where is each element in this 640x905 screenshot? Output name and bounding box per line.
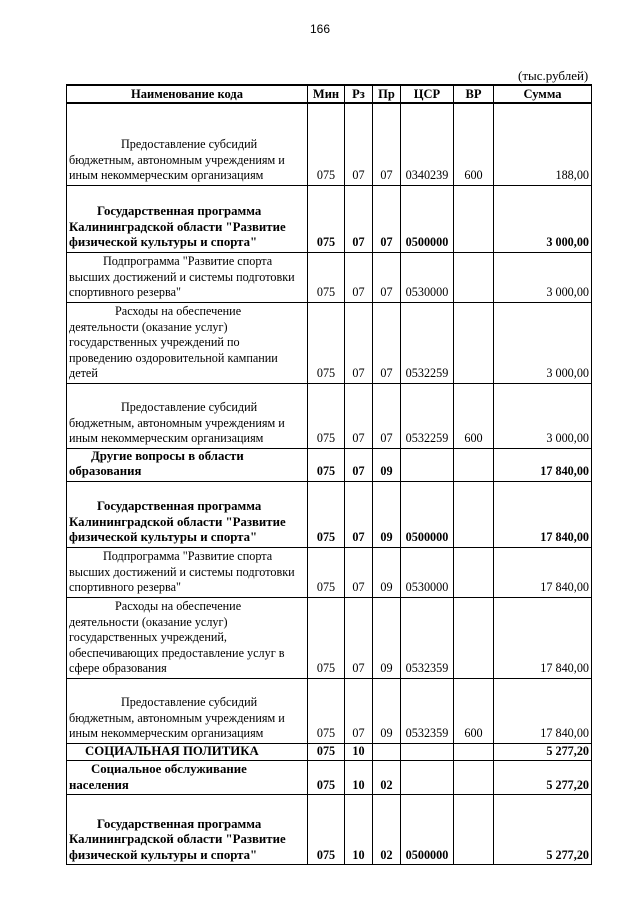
row-pr: 07	[373, 383, 401, 448]
row-rz: 07	[345, 448, 373, 481]
row-csr: 0532359	[401, 678, 454, 743]
row-vr: 600	[454, 103, 494, 185]
row-sum: 17 840,00	[494, 597, 592, 678]
row-csr: 0532259	[401, 302, 454, 383]
row-vr	[454, 481, 494, 547]
row-vr	[454, 761, 494, 795]
row-sum: 3 000,00	[494, 185, 592, 252]
row-vr	[454, 302, 494, 383]
table-row	[67, 185, 592, 252]
column-header-sum: Сумма	[494, 85, 592, 103]
table-row	[67, 743, 592, 761]
row-csr	[401, 743, 454, 761]
row-name: Подпрограмма "Развитие спорта высших достижений и системы подготовки спортивного резерва"	[67, 252, 308, 302]
column-header-vr: ВР	[454, 85, 494, 103]
row-name: Предоставление субсидий бюджетным, автономным учреждениям и иным некоммерческим организациям	[67, 383, 308, 448]
row-csr: 0530000	[401, 547, 454, 597]
row-csr: 0532359	[401, 597, 454, 678]
row-name: СОЦИАЛЬНАЯ ПОЛИТИКА	[67, 743, 308, 761]
row-name: Подпрограмма "Развитие спорта высших достижений и системы подготовки спортивного резерва"	[67, 547, 308, 597]
row-sum: 3 000,00	[494, 302, 592, 383]
row-rz: 07	[345, 383, 373, 448]
row-min: 075	[308, 678, 345, 743]
row-rz: 07	[345, 302, 373, 383]
row-name: Предоставление субсидий бюджетным, автономным учреждениям и иным некоммерческим организациям	[67, 103, 308, 185]
row-pr: 09	[373, 597, 401, 678]
row-rz: 10	[345, 795, 373, 865]
table-header-row	[67, 85, 592, 103]
row-min: 075	[308, 448, 345, 481]
row-min: 075	[308, 547, 345, 597]
row-name: Другие вопросы в области образования	[67, 448, 308, 481]
row-vr	[454, 743, 494, 761]
row-csr: 0500000	[401, 481, 454, 547]
row-pr: 07	[373, 252, 401, 302]
row-min: 075	[308, 795, 345, 865]
table-row	[67, 252, 592, 302]
row-sum: 17 840,00	[494, 481, 592, 547]
row-min: 075	[308, 761, 345, 795]
row-name: Государственная программа Калининградской области "Развитие физической культуры и спорта"	[67, 481, 308, 547]
column-header-min: Мин	[308, 85, 345, 103]
row-pr: 09	[373, 481, 401, 547]
row-pr: 02	[373, 795, 401, 865]
column-header-name: Наименование кода	[67, 85, 308, 103]
row-vr	[454, 795, 494, 865]
row-rz: 07	[345, 103, 373, 185]
row-vr: 600	[454, 678, 494, 743]
row-min: 075	[308, 481, 345, 547]
row-rz: 07	[345, 481, 373, 547]
row-name: Расходы на обеспечение деятельности (оказание услуг) государственных учреждений, обеспечивающих предоставление услуг в сфере образования	[67, 597, 308, 678]
row-rz: 10	[345, 761, 373, 795]
row-sum: 188,00	[494, 103, 592, 185]
row-min: 075	[308, 743, 345, 761]
row-sum: 5 277,20	[494, 795, 592, 865]
row-vr	[454, 185, 494, 252]
column-header-pr: Пр	[373, 85, 401, 103]
row-pr: 07	[373, 302, 401, 383]
units-label: (тыс.рублей)	[518, 68, 589, 83]
table-row	[67, 678, 592, 743]
row-name: Государственная программа Калининградской области "Развитие физической культуры и спорта"	[67, 185, 308, 252]
row-pr: 09	[373, 448, 401, 481]
row-csr: 0340239	[401, 103, 454, 185]
row-sum: 3 000,00	[494, 383, 592, 448]
row-rz: 07	[345, 185, 373, 252]
budget-table	[66, 84, 592, 865]
row-min: 075	[308, 103, 345, 185]
row-pr: 02	[373, 761, 401, 795]
row-rz: 07	[345, 252, 373, 302]
row-name: Государственная программа Калининградской области "Развитие физической культуры и спорта"	[67, 795, 308, 865]
table-row	[67, 103, 592, 185]
row-name: Расходы на обеспечение деятельности (оказание услуг) государственных учреждений по проведению оздоровительной кампании детей	[67, 302, 308, 383]
row-rz: 07	[345, 678, 373, 743]
column-header-rz: Рз	[345, 85, 373, 103]
table-row	[67, 302, 592, 383]
row-min: 075	[308, 597, 345, 678]
row-vr	[454, 597, 494, 678]
row-pr	[373, 743, 401, 761]
row-vr: 600	[454, 383, 494, 448]
row-sum: 3 000,00	[494, 252, 592, 302]
column-header-csr: ЦСР	[401, 85, 454, 103]
row-min: 075	[308, 185, 345, 252]
row-csr: 0500000	[401, 185, 454, 252]
row-vr	[454, 252, 494, 302]
row-csr: 0530000	[401, 252, 454, 302]
row-name: Социальное обслуживание населения	[67, 761, 308, 795]
row-pr: 07	[373, 185, 401, 252]
table-row	[67, 795, 592, 865]
row-vr	[454, 448, 494, 481]
row-csr	[401, 761, 454, 795]
row-rz: 10	[345, 743, 373, 761]
row-pr: 09	[373, 547, 401, 597]
row-min: 075	[308, 383, 345, 448]
table-row	[67, 761, 592, 795]
row-sum: 5 277,20	[494, 761, 592, 795]
row-sum: 5 277,20	[494, 743, 592, 761]
row-pr: 09	[373, 678, 401, 743]
row-min: 075	[308, 302, 345, 383]
row-min: 075	[308, 252, 345, 302]
row-name: Предоставление субсидий бюджетным, автономным учреждениям и иным некоммерческим организациям	[67, 678, 308, 743]
row-rz: 07	[345, 547, 373, 597]
table-row	[67, 481, 592, 547]
row-csr: 0532259	[401, 383, 454, 448]
row-csr	[401, 448, 454, 481]
row-csr: 0500000	[401, 795, 454, 865]
page-number: 166	[309, 22, 331, 36]
row-sum: 17 840,00	[494, 547, 592, 597]
row-rz: 07	[345, 597, 373, 678]
row-vr	[454, 547, 494, 597]
row-sum: 17 840,00	[494, 678, 592, 743]
row-pr: 07	[373, 103, 401, 185]
table-row	[67, 597, 592, 678]
table-row	[67, 547, 592, 597]
table-row	[67, 383, 592, 448]
table-row	[67, 448, 592, 481]
row-sum: 17 840,00	[494, 448, 592, 481]
